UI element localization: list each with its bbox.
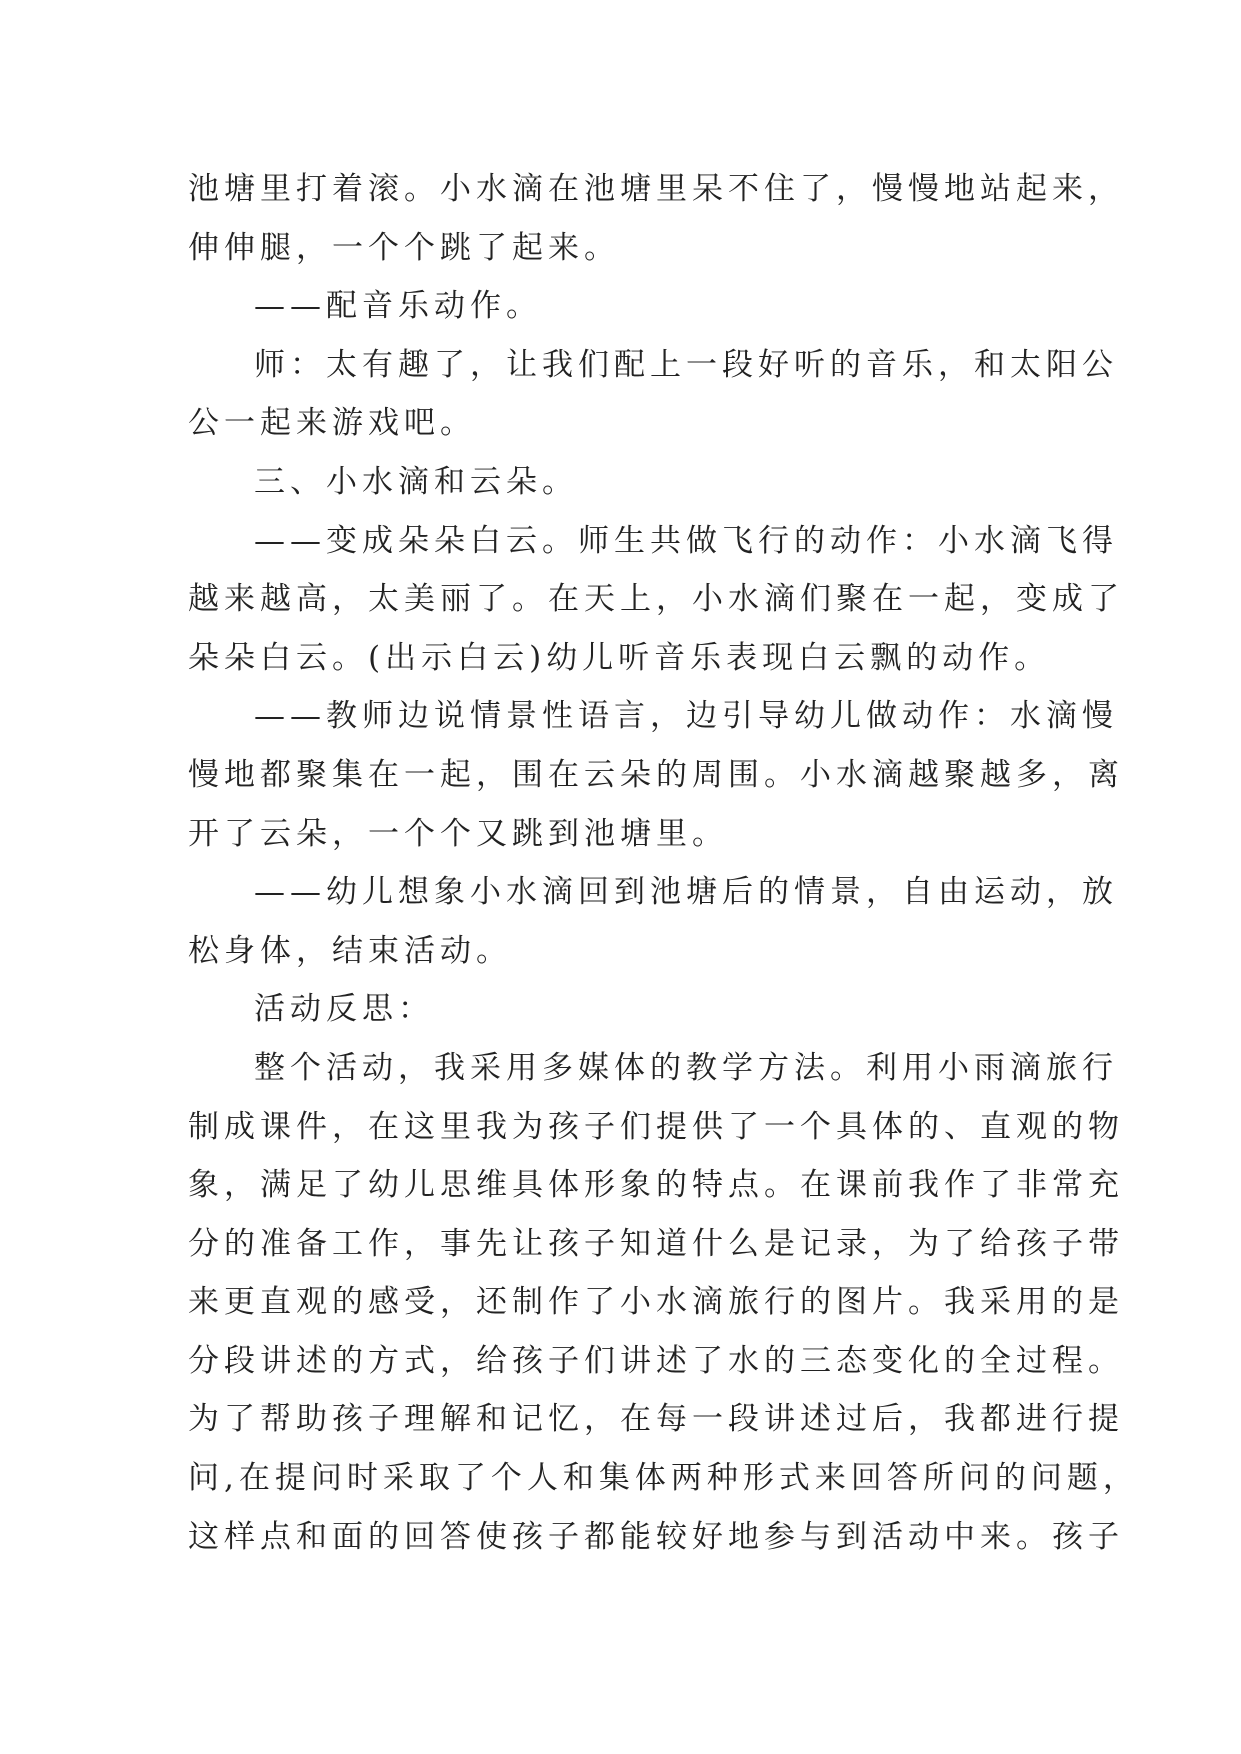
- text-line: 师：太有趣了，让我们配上一段好听的音乐，和太阳公: [254, 346, 1118, 383]
- text-line: 朵朵白云。(出示白云)幼儿听音乐表现白云飘的动作。: [188, 639, 1051, 676]
- text-line: 来更直观的感受，还制作了小水滴旅行的图片。我采用的是: [188, 1284, 1124, 1321]
- text-line: 象，满足了幼儿思维具体形象的特点。在课前我作了非常充: [188, 1167, 1124, 1204]
- text-line: ——变成朵朵白云。师生共做飞行的动作：小水滴飞得: [254, 522, 1118, 559]
- text-line: 池塘里打着滚。小水滴在池塘里呆不住了，慢慢地站起来，: [188, 171, 1124, 207]
- section-heading: 活动反思：: [254, 991, 434, 1028]
- text-line: 开了云朵，一个个又跳到池塘里。: [188, 815, 728, 852]
- text-line: 伸伸腿，一个个跳了起来。: [188, 229, 620, 266]
- text-line: 分的准备工作，事先让孩子知道什么是记录，为了给孩子带: [188, 1225, 1124, 1262]
- text-line: ——幼儿想象小水滴回到池塘后的情景，自由运动，放: [254, 874, 1118, 911]
- text-line: 分段讲述的方式，给孩子们讲述了水的三态变化的全过程。: [188, 1342, 1124, 1379]
- text-line: 为了帮助孩子理解和记忆，在每一段讲述过后，我都进行提: [188, 1401, 1124, 1438]
- section-heading: 三、小水滴和云朵。: [254, 463, 578, 500]
- text-line: 问,在提问时采取了个人和集体两种形式来回答所问的问题，: [188, 1460, 1139, 1497]
- text-line: 制成课件，在这里我为孩子们提供了一个具体的、直观的物: [188, 1108, 1124, 1145]
- text-line: 公一起来游戏吧。: [188, 405, 476, 442]
- text-line: 这样点和面的回答使孩子都能较好地参与到活动中来。孩子: [188, 1518, 1124, 1555]
- text-line: ——教师边说情景性语言，边引导幼儿做动作：水滴慢: [254, 698, 1118, 735]
- text-line: 越来越高，太美丽了。在天上，小水滴们聚在一起，变成了: [188, 581, 1124, 618]
- text-line: 慢地都聚集在一起，围在云朵的周围。小水滴越聚越多，离: [188, 756, 1124, 793]
- text-line: 松身体，结束活动。: [188, 932, 512, 969]
- document-body: [188, 160, 1139, 1566]
- text-line: 整个活动，我采用多媒体的教学方法。利用小雨滴旅行: [254, 1049, 1118, 1086]
- text-line: ——配音乐动作。: [254, 288, 542, 325]
